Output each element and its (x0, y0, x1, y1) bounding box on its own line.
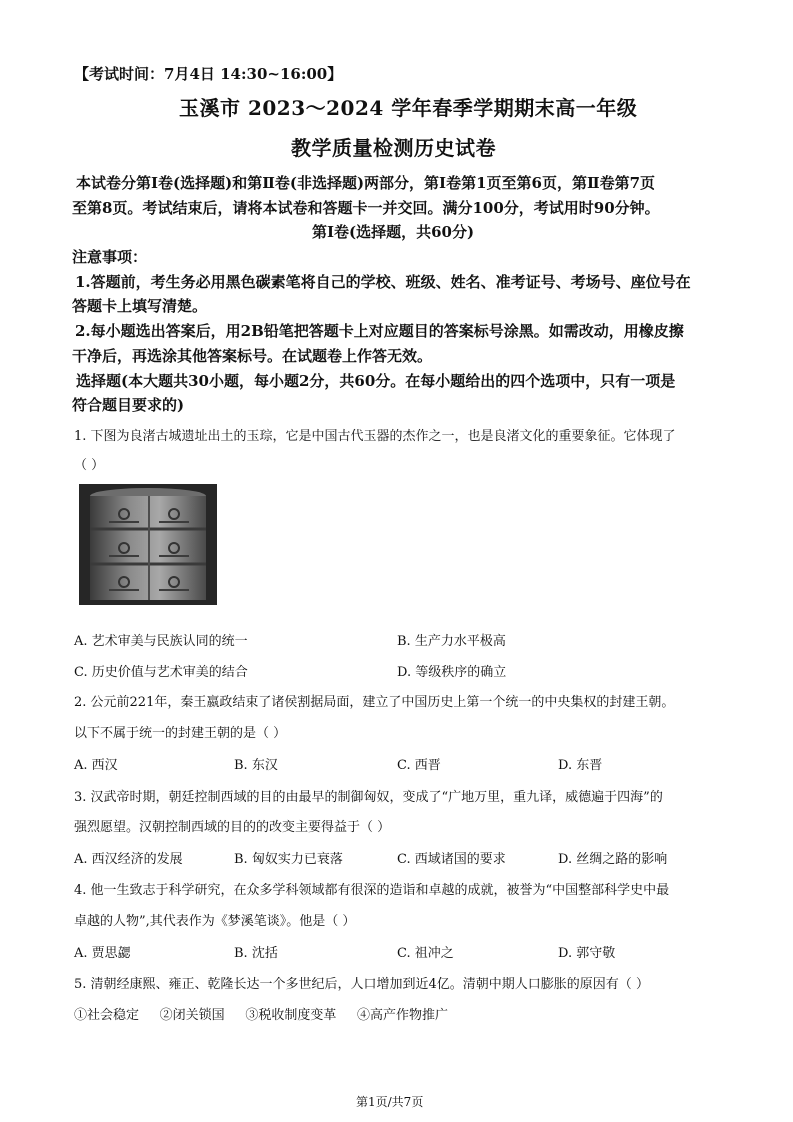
q2-option-b[interactable]: B. 东汉 (234, 758, 278, 773)
question-2-line-1: 2. 公元前221年，秦王嬴政结束了诸侯割据局面，建立了中国历史上第一个统一的中央集权的封建王朝。 (74, 695, 675, 710)
q3-option-b[interactable]: B. 匈奴实力已衰落 (234, 852, 343, 867)
q4-option-b[interactable]: B. 沈括 (234, 946, 278, 961)
note-2-line-2: 干净后，再选涂其他答案标号。在试题卷上作答无效。 (72, 347, 433, 365)
question-1-line-1: 1. 下图为良渚古城遗址出土的玉琮，它是中国古代玉器的杰作之一，也是良渚文化的重要象征。它体现了 (74, 429, 676, 444)
note-2-line-1: 2.每小题选出答案后，用2B铅笔把答题卡上对应题目的答案标号涂黑。如需改动，用橡皮擦 (75, 322, 684, 340)
exam-time: 【考试时间：7月4日 14:30~16:00】 (74, 65, 343, 83)
note-1-line-1: 1.答题前，考生务必用黑色碳素笔将自己的学校、班级、姓名、准考证号、考场号、座位号在 (75, 273, 691, 291)
q2-option-c[interactable]: C. 西晋 (397, 758, 441, 773)
section-heading: 第Ⅰ卷(选择题，共60分) (312, 223, 475, 241)
question-3-line-1: 3. 汉武帝时期，朝廷控制西域的目的由最早的制御匈奴，变成了“广地万里，重九译，威德遍于四海”的 (74, 790, 663, 805)
instruction-line-2: 符合题目要求的) (72, 396, 185, 414)
question-3-line-2: 强烈愿望。汉朝控制西域的目的的改变主要得益于（ ） (74, 820, 391, 835)
intro-line-2: 至第8页。考试结束后，请将本试卷和答题卡一并交回。满分100分，考试用时90分钟。 (72, 199, 660, 217)
jade-cong-photo (79, 484, 217, 605)
q1-option-a[interactable]: A. 艺术审美与民族认同的统一 (74, 634, 248, 649)
notes-heading: 注意事项： (72, 248, 148, 266)
question-5-items: ①社会稳定 ②闭关锁国 ③税收制度变革 ④高产作物推广 (74, 1008, 448, 1023)
question-4-line-1: 4. 他一生致志于科学研究，在众多学科领域都有很深的造诣和卓越的成就，被誉为“中国整部科学史中最 (74, 883, 670, 898)
q3-option-c[interactable]: C. 西域诸国的要求 (397, 852, 506, 867)
question-1-line-2: （ ） (74, 458, 105, 473)
q1-option-c[interactable]: C. 历史价值与艺术审美的结合 (74, 665, 248, 680)
page-number: 第1页/共7页 (356, 1095, 424, 1109)
q4-option-c[interactable]: C. 祖冲之 (397, 946, 454, 961)
instruction-line-1: 选择题(本大题共30小题，每小题2分，共60分。在每小题给出的四个选项中，只有一项是 (76, 372, 676, 390)
page-subtitle: 教学质量检测历史试卷 (291, 136, 496, 160)
q2-option-d[interactable]: D. 东晋 (558, 758, 603, 773)
intro-line-1: 本试卷分第Ⅰ卷(选择题)和第Ⅱ卷(非选择题)两部分，第Ⅰ卷第1页至第6页，第Ⅱ卷第7页 (76, 174, 656, 192)
q3-option-a[interactable]: A. 西汉经济的发展 (74, 852, 183, 867)
note-1-line-2: 答题卡上填写清楚。 (72, 297, 208, 315)
q4-option-d[interactable]: D. 郭守敬 (558, 946, 616, 961)
q1-option-d[interactable]: D. 等级秩序的确立 (397, 665, 507, 680)
q3-option-d[interactable]: D. 丝绸之路的影响 (558, 852, 668, 867)
page-title: 玉溪市 2023～2024 学年春季学期期末高一年级 (179, 96, 638, 120)
question-5-line-1: 5. 清朝经康熙、雍正、乾隆长达一个多世纪后，人口增加到近4亿。清朝中期人口膨胀的原因有（ ） (74, 977, 649, 992)
q2-option-a[interactable]: A. 西汉 (74, 758, 118, 773)
q4-option-a[interactable]: A. 贾思勰 (74, 946, 131, 961)
q1-option-b[interactable]: B. 生产力水平极高 (397, 634, 506, 649)
question-4-line-2: 卓越的人物”,其代表作为《梦溪笔谈》。他是（ ） (74, 914, 356, 929)
question-2-line-2: 以下不属于统一的封建王朝的是（ ） (74, 726, 287, 741)
